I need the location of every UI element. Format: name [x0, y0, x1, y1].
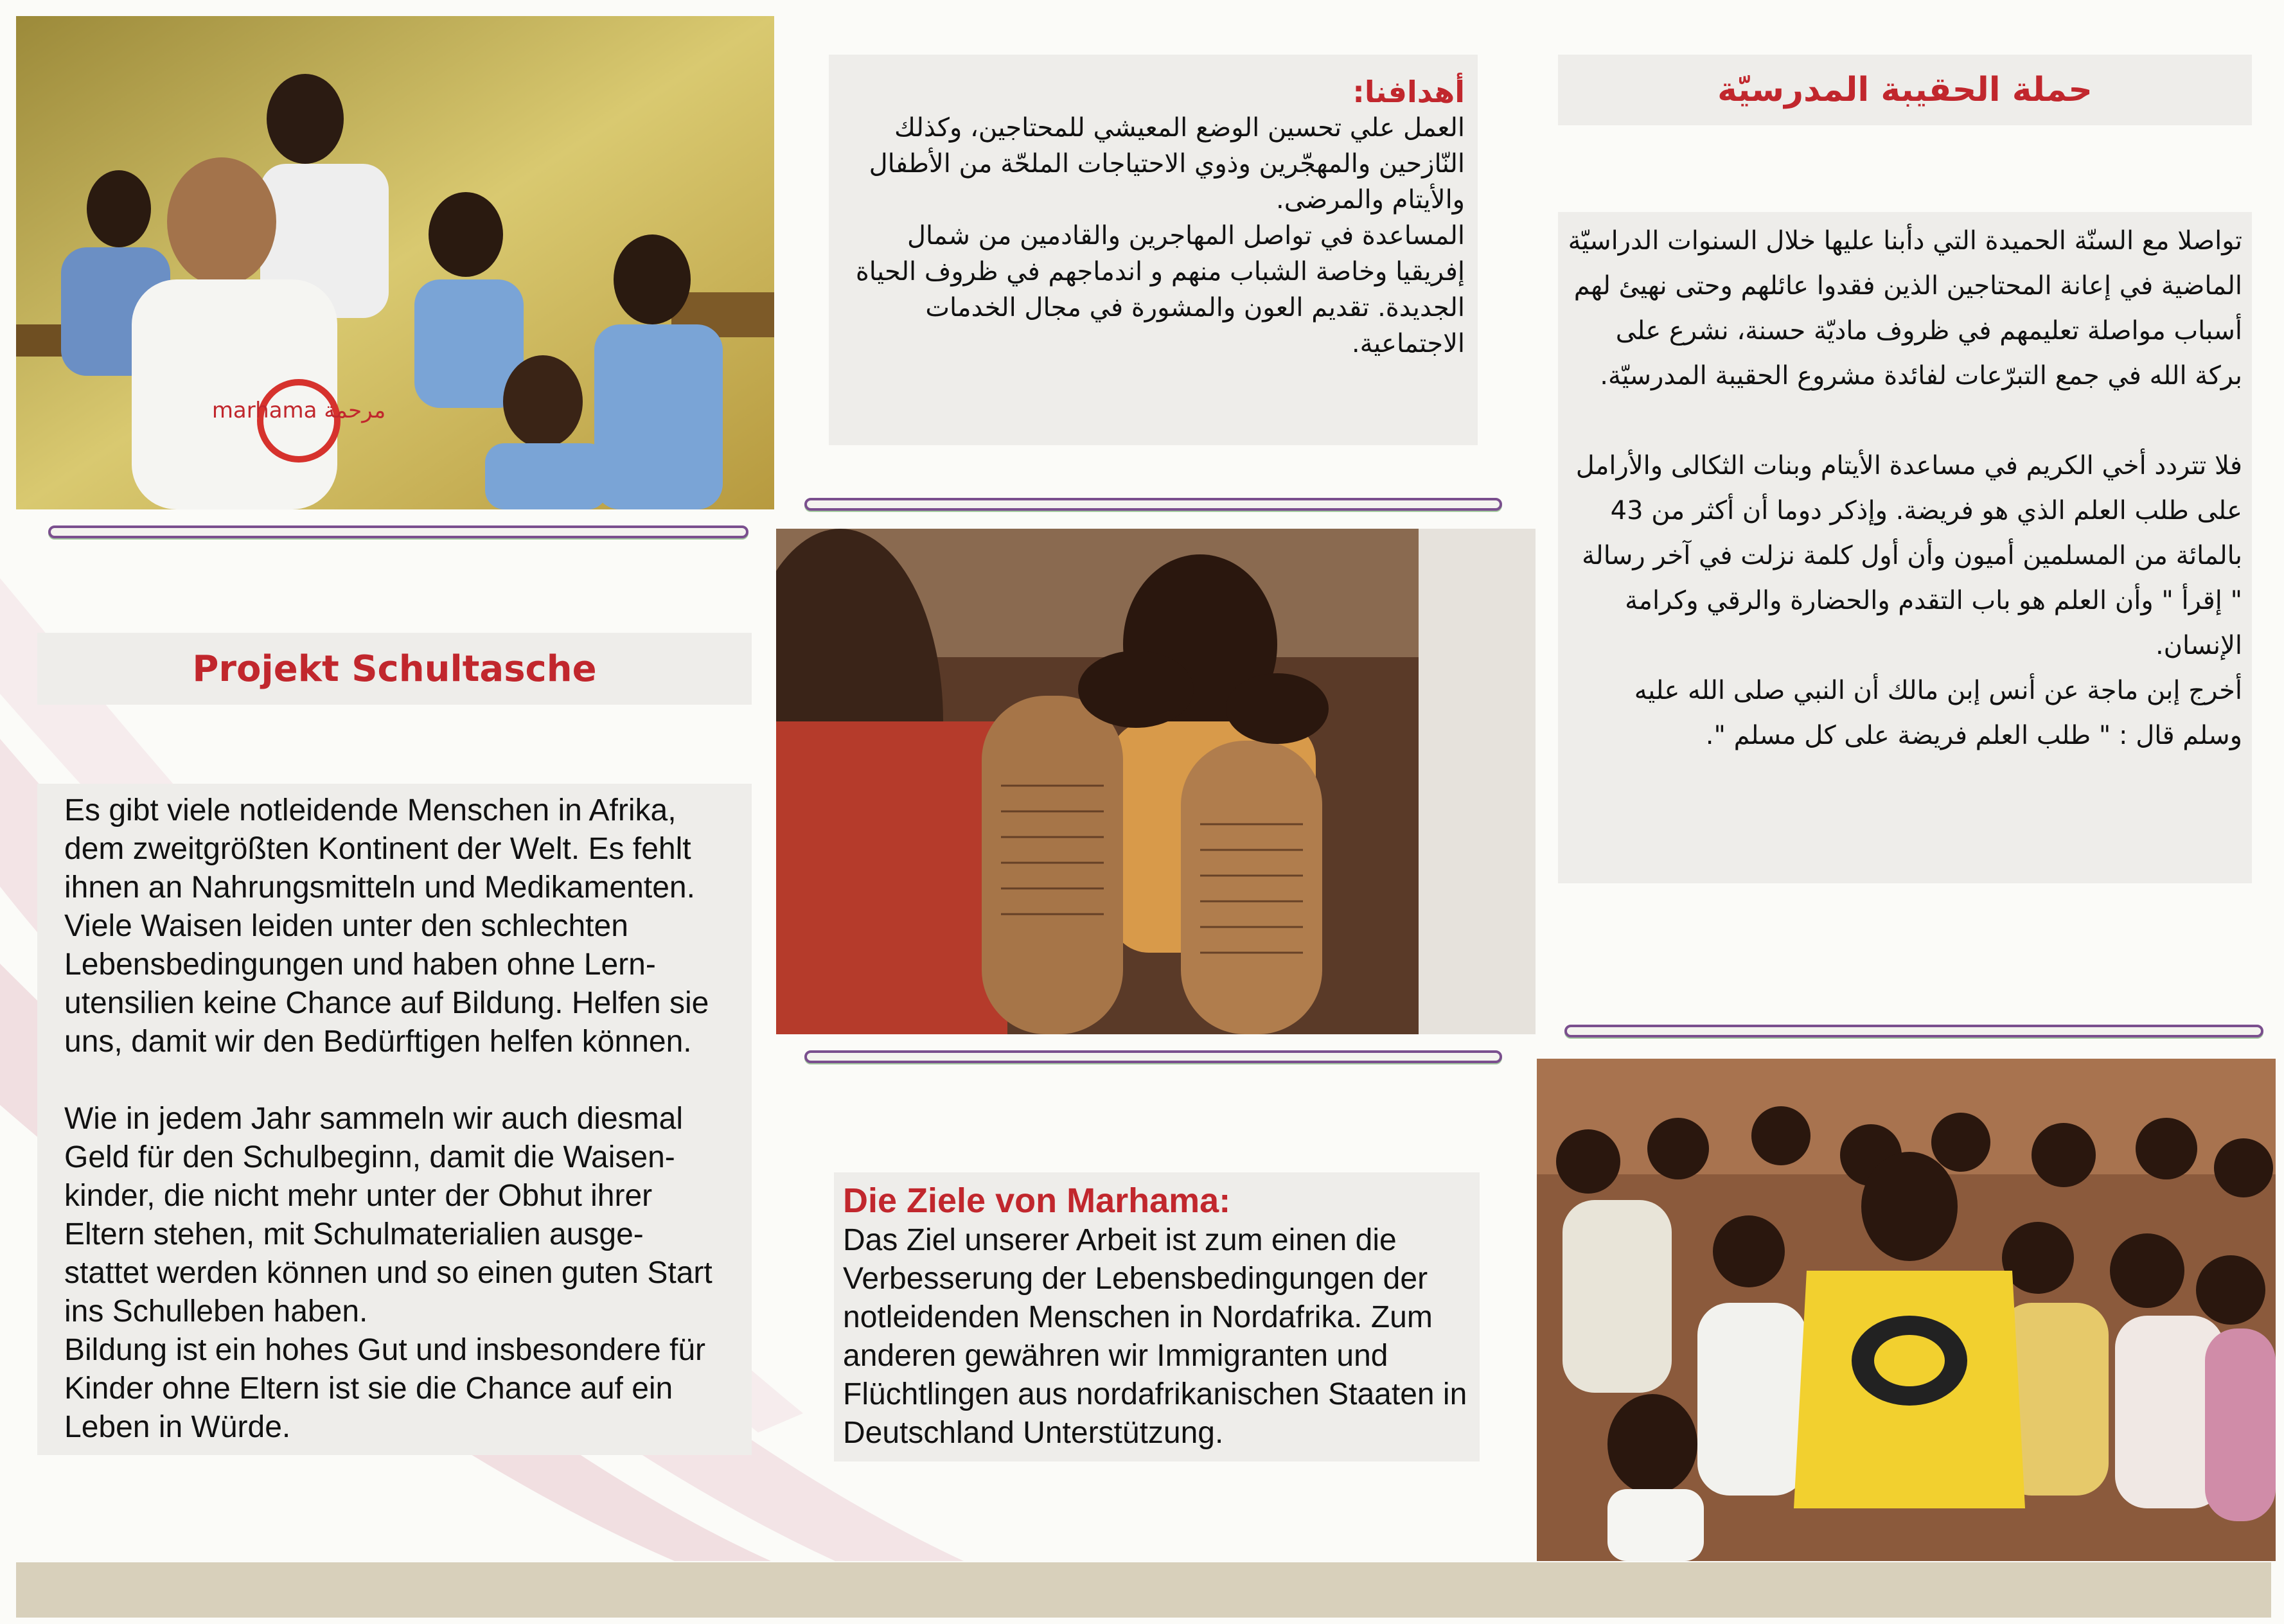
footer-bar — [16, 1562, 2271, 1618]
arabic-body-panel — [1558, 212, 2252, 883]
divider-left-top — [48, 525, 748, 538]
arabic-body-paragraph-3: أخرج إبن ماجة عن أنس إبن مالك أن النبي صلى الله عليه وسلم قال : " طلب العلم فريضة على كل مسلم ". — [1634, 676, 2242, 750]
german-project-body-panel — [37, 784, 752, 1455]
divider-right — [1564, 1025, 2263, 1037]
arabic-goals-paragraph-2: المساعدة في تواصل المهاجرين والقادمين من شمال إفريقيا وخاصة الشباب منهم و اندماجهم في ظروف الحياة الجديدة. تقديم العون والمشورة في مجال الخدمات الاجتماعية. — [855, 221, 1465, 358]
german-project-title-panel — [37, 633, 752, 705]
photo-group-of-children — [1537, 1059, 2276, 1561]
arabic-body-paragraph-1: تواصلا مع السنّة الحميدة التي دأبنا عليها خلال السنوات الدراسيّة الماضية في إعانة المحتاجين الذين فقدوا عائلهم وحتى نهيئ لهم أسباب مواصلة تعليمهم في ظروف ماديّة حسنة، نشرع على بركة الله في جمع التبرّعات لفائدة مشروع الحقيبة المدرسيّة. — [1568, 226, 2242, 391]
divider-middle-top — [804, 498, 1502, 511]
german-project-paragraph-3: Bildung ist ein hohes Gut und insbesondere für Kinder ohne Eltern ist sie die Chance auf ein Leben in Würde. — [64, 1333, 705, 1444]
german-goals-panel — [834, 1172, 1480, 1461]
photo-man-with-children — [16, 16, 774, 509]
arabic-goals-title: أهدافنا: — [1352, 75, 1465, 109]
german-project-paragraph-2: Wie in jedem Jahr sammeln wir auch diesmal Geld für den Schulbeginn, damit die Waisen-kinder, die nicht mehr unter der Obhut ihrer Eltern stehen, mit Schulmaterialien ausge-stattet werden können und so einen guten Start ins Schulleben haben. — [64, 1102, 713, 1328]
german-project-title: Projekt Schultasche — [192, 648, 597, 690]
arabic-goals-paragraph-1: العمل علي تحسين الوضع المعيشي للمحتاجين، وكذلك النّازحين والمهجّرين وذوي الاحتياجات الملحّة من الأطفال والأيتام والمرضى. — [869, 113, 1465, 215]
german-project-paragraph-1: Es gibt viele notleidende Menschen in Afrika, dem zweitgrößten Kontinent der Welt. Es fehlt ihnen an Nahrungsmitteln und Medikamenten. Viele Waisen leiden unter den schlechten Lebensbedingungen und haben ohne Lern-utensilien keine Chance auf Bildung. Helfen sie uns, damit wir den Bedürftigen helfen können. — [64, 793, 709, 1059]
arabic-body-paragraph-2: فلا تتردد أخي الكريم في مساعدة الأيتام وبنات الثكالى والأرامل على طلب العلم الذي هو فريضة. وإذكر دوما أن أكثر من 43 بالمائة من المسلمين أميون وأن أول كلمة نزلت في آخر رسالة " إقرأ " وأن العلم هو باب التقدم والحضارة والرقي وكرامة الإنسان. — [1575, 451, 2242, 660]
german-goals-text: Das Ziel unserer Arbeit ist zum einen die Verbesserung der Lebensbedingungen der notleidenden Menschen in Nordafrika. Zum anderen gewähren wir Immigranten und Flüchtlingen aus nordafrikanischen Staaten in Deutschland Unterstützung. — [843, 1223, 1467, 1450]
photo-children-with-wooden-boards — [776, 529, 1536, 1034]
arabic-section-title: حملة الحقيبة المدرسيّة — [1717, 71, 2093, 109]
german-goals-title: Die Ziele von Marhama: — [843, 1181, 1231, 1220]
arabic-title-panel — [1558, 55, 2252, 125]
shirt-logo-text: marhama مرحمة — [211, 398, 386, 423]
arabic-goals-panel — [829, 55, 1478, 445]
divider-middle-bottom — [804, 1050, 1502, 1063]
